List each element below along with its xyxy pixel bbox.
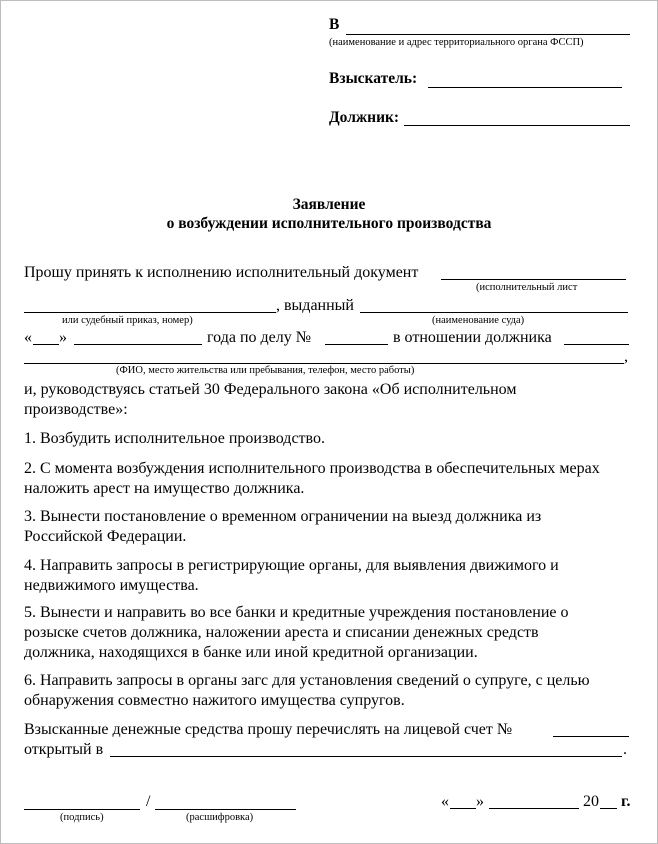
hint-court: (наименование суда): [432, 315, 525, 326]
bank-field[interactable]: [110, 756, 622, 757]
document-field[interactable]: [441, 279, 626, 280]
document-subtitle: о возбуждении исполнительного производства: [166, 215, 492, 232]
comma: ,: [624, 348, 628, 365]
account-number-field[interactable]: [553, 736, 629, 737]
item-1: 1. Возбудить исполнительное производство.: [24, 430, 325, 447]
footer-day-field[interactable]: [450, 808, 476, 809]
signature-field[interactable]: [24, 809, 140, 810]
footer-year-prefix: 20: [583, 793, 599, 810]
debtor-label: Должник:: [329, 109, 400, 126]
document-title: Заявление: [292, 196, 366, 213]
slash: /: [146, 793, 151, 810]
transfer-text: Взысканные денежные средства прошу перечислять на лицевой счет №: [24, 721, 513, 738]
item-3-line-2: Российской Федерации.: [24, 528, 187, 545]
hint-person: (ФИО, место жительства или пребывания, телефон, место работы): [116, 365, 415, 376]
request-text: Прошу принять к исполнению исполнительный документ: [24, 264, 419, 281]
hint-signature: (подпись): [60, 812, 104, 823]
year-case-text: года по делу №: [207, 329, 311, 346]
item-3-line-1: 3. Вынести постановление о временном ограничении на выезд должника из: [24, 508, 542, 525]
guided-line-2: производстве»:: [24, 401, 128, 418]
to-label: В: [329, 16, 340, 33]
hint-document: (исполнительный лист: [476, 282, 578, 293]
claimant-label: Взыскатель:: [329, 70, 418, 87]
day-field[interactable]: [33, 344, 59, 345]
issued-text: , выданный: [276, 297, 354, 314]
footer-month-field[interactable]: [489, 808, 579, 809]
date-close-quote: »: [59, 329, 67, 346]
guided-line-1: и, руководствуясь статьей 30 Федерального закона «Об исполнительном: [24, 381, 517, 398]
debtor-name-field[interactable]: [564, 344, 629, 345]
item-6-line-1: 6. Направить запросы в органы загс для установления сведений о супруге, с целью: [24, 672, 590, 689]
claimant-field[interactable]: [428, 87, 622, 88]
item-5-line-2: розыске счетов должника, наложении ареста и списании денежных средств: [24, 624, 539, 641]
hint-decoding: (расшифровка): [186, 812, 254, 823]
date-open-quote: «: [24, 329, 32, 346]
case-number-field[interactable]: [325, 344, 388, 345]
footer-date-open-quote: «: [441, 793, 449, 810]
hint-order: или судебный приказ, номер): [62, 315, 193, 326]
to-hint: (наименование и адрес территориального органа ФССП): [329, 37, 584, 48]
footer-date-close-quote: »: [476, 793, 484, 810]
footer-year-field[interactable]: [600, 808, 617, 809]
item-5-line-1: 5. Вынести и направить во все банки и кредитные учреждения постановление о: [24, 604, 569, 621]
debtor-field[interactable]: [404, 125, 630, 126]
month-year-field[interactable]: [74, 344, 202, 345]
item-6-line-2: обнаружения совместно нажитого имущества супругов.: [24, 692, 405, 709]
footer-year-suffix: г.: [621, 793, 631, 810]
decoding-field[interactable]: [155, 809, 296, 810]
period: .: [623, 741, 627, 758]
court-field[interactable]: [360, 312, 628, 313]
item-4-line-2: недвижимого имущества.: [24, 577, 199, 594]
item-4-line-1: 4. Направить запросы в регистрирующие органы, для выявления движимого и: [24, 557, 559, 574]
order-number-field[interactable]: [24, 312, 276, 313]
item-2-line-1: 2. С момента возбуждения исполнительного производства в обеспечительных мерах: [24, 460, 600, 477]
item-2-line-2: наложить арест на имущество должника.: [24, 480, 305, 497]
regarding-text: в отношении должника: [393, 329, 552, 346]
debtor-details-field[interactable]: [24, 363, 624, 364]
item-5-line-3: должника, находящихся в банке или иной кредитной организации.: [24, 644, 478, 661]
opened-text: открытый в: [24, 741, 104, 758]
to-field[interactable]: [346, 34, 630, 35]
